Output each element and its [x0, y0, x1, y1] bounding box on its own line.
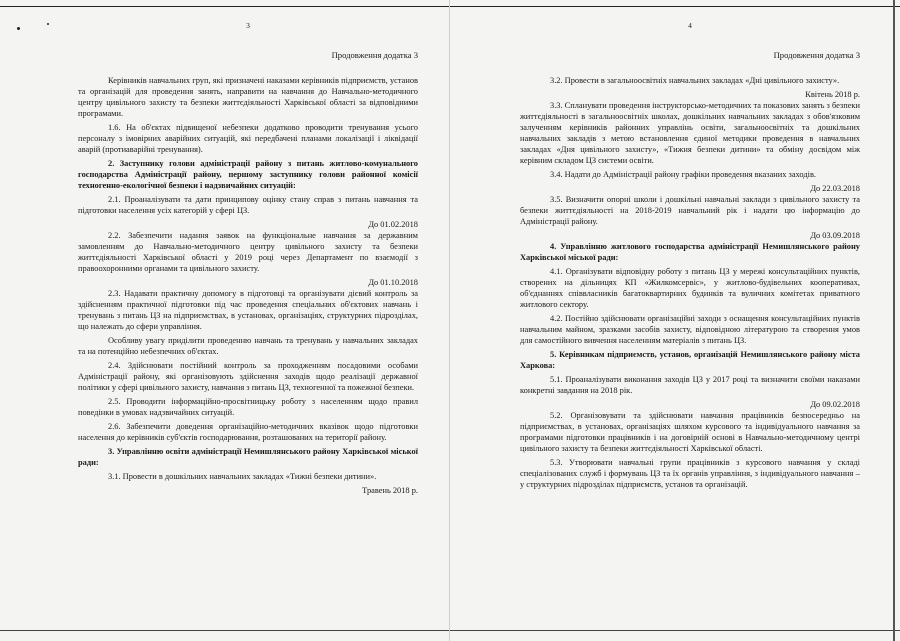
continuation-header: Продовження додатка 3	[773, 50, 860, 60]
paragraph: 2.3. Надавати практичну допомогу в підготовці та організувати дієвий контроль за здійсненням практичної підготовки під час проведення спеціальних об'єктових навчань і тренувань з питань ЦЗ на підприємствах, в установах, організаціях, структурних підрозділах, що належать до сфери управління.	[78, 289, 418, 331]
paragraph: 2.5. Проводити інформаційно-просвітницьку роботу з населенням щодо правил поведінки в умовах надзвичайних ситуацій.	[78, 397, 418, 417]
paragraph: 3.3. Спланувати проведення інструкторсько-методичних та показових занять з безпеки життєдіяльності в загальноосвітніх школах, дошкільних навчальних закладах з обов'язковим залученням керівників районних управлінь освіти, загальноосвітніх та дошкільних навчальних закладів з метою встановлення єдиної методики проведення в навчальних закладах «Дня цивільного захисту», «Тижня безпеки дитини» та обміну досвідом між керівним складом ЦЗ системи освіти.	[520, 101, 860, 165]
paragraph: 2.2. Забезпечити надання заявок на функціональне навчання за державним замовленням до Навчально-методичного центру цивільного захисту та безпеки життєдіяльності Харківської області у 2019 році через Департамент по взаємодії з правоохоронними органами та цивільного захисту.	[78, 231, 418, 273]
right-page-body	[520, 75, 860, 490]
section-heading: 4. Управлінню житлового господарства адміністрації Немишлянського району Харківської міської ради:	[520, 242, 860, 262]
paragraph: Особливу увагу приділити проведенню навчань та тренувань у навчальних закладах та на потенційно небезпечних об'єктах.	[78, 336, 418, 356]
paragraph: 4.1. Організувати відповідну роботу з питань ЦЗ у мережі консультаційних пунктів, створених на дільницях КП «Жилкомсервіс», у житлово-будівельних кооперативах, об'єднаннях співвласників багатоквартирних будинків та вуличних комітетах приватного житлового сектору.	[520, 267, 860, 309]
paragraph: 4.2. Постійно здійснювати організаційні заходи з оснащення консультаційних пунктів навчальним майном, зразками засобів захисту, відповідною літературою та створення умов для самостійного вивчення населенням матеріалів з питань ЦЗ.	[520, 314, 860, 345]
deadline: До 22.03.2018	[810, 184, 860, 193]
page-number: 4	[688, 21, 692, 30]
page-number: 3	[246, 21, 250, 30]
paragraph: 3.1. Провести в дошкільних навчальних закладах «Тижні безпеки дитини».	[108, 472, 377, 481]
left-page	[78, 18, 418, 641]
deadline: Квітень 2018 р.	[805, 90, 860, 99]
section-heading: 2. Заступнику голови адміністрації району з питань житлово-комунального господарства Адміністрації району, першому заступнику голови районної комісії техногенно-екологічної безпеки і надзвичайних ситуацій:	[78, 159, 418, 190]
deadline: До 03.09.2018	[810, 231, 860, 240]
continuation-header: Продовження додатка 3	[331, 50, 418, 60]
paragraph: 2.6. Забезпечити доведення організаційно-методичних вказівок щодо підготовки населення до керівників суб'єктів господарювання, розташованих на території району.	[78, 422, 418, 442]
deadline: До 01.02.2018	[368, 220, 418, 229]
paragraph: 2.4. Здійснювати постійний контроль за проходженням посадовими особами Адміністрації району, які організовують здійснення заходів щодо реалізації державної політики у сфері цивільного захисту, навчання з питань ЦЗ, техногенної та пожежної безпеки.	[78, 361, 418, 392]
scan-edge-right	[893, 0, 895, 641]
paragraph: 2.1. Проаналізувати та дати принципову оцінку стану справ з питань навчання та підготовки населення усіх категорій у сфері ЦЗ.	[78, 195, 418, 215]
page-divider	[449, 0, 450, 641]
paragraph: 3.2. Провести в загальноосвітніх навчальних закладах «Дні цивільного захисту».	[550, 76, 840, 85]
paragraph: 5.3. Утворювати навчальні групи працівників з курсового навчання у складі спеціалізованих служб і формувань ЦЗ та їх органів управління, з індивідуального навчання –у структурних підрозділах підприємств, установ та організацій.	[520, 458, 860, 489]
scan-dot	[17, 27, 20, 30]
scan-edge-top	[0, 6, 900, 7]
paragraph: 5.2. Організовувати та здійснювати навчання працівників безпосередньо на підприємствах, в установах, організаціях шляхом курсового та індивідуального навчання за програмами підготовки працівників і на договірній основі в Навчально-методичному центрі цивільного захисту та безпеки життєдіяльності Харківської області.	[520, 411, 860, 453]
right-page	[520, 18, 860, 641]
paragraph: 1.6. На об'єктах підвищеної небезпеки додатково проводити тренування усього персоналу з імовірних аварійних ситуацій, які передбачені планами локалізації і ліквідації аварій (протиаварійні тренування).	[78, 123, 418, 154]
section-heading: 3. Управлінню освіти адміністрації Немишлянського району Харківської міської ради:	[78, 447, 418, 467]
paragraph: 3.5. Визначити опорні школи і дошкільні навчальні заклади з цивільного захисту та безпеки життєдіяльності на 2018-2019 навчальний рік і надати цю інформацію до Адміністрації району.	[520, 195, 860, 226]
paragraph: 5.1. Проаналізувати виконання заходів ЦЗ у 2017 році та визначити своїми наказами конкретні завдання на 2018 рік.	[520, 375, 860, 395]
deadline: До 09.02.2018	[810, 400, 860, 409]
scan-dot	[47, 23, 49, 25]
deadline: До 01.10.2018	[368, 278, 418, 287]
paragraph: Керівників навчальних груп, які призначені наказами керівників підприємств, установ та організацій для проведення занять, направити на навчання до Навчально-методичного центру цивільного захисту та безпеки життєдіяльності Харківської області за відповідними програмами.	[78, 76, 418, 118]
deadline: Травень 2018 р.	[362, 486, 418, 495]
left-page-body	[78, 75, 418, 496]
paragraph: 3.4. Надати до Адміністрації району графіки проведення вказаних заходів.	[550, 170, 817, 179]
section-heading: 5. Керівникам підприємств, установ, організацій Немишлянського району міста Харкова:	[520, 350, 860, 370]
